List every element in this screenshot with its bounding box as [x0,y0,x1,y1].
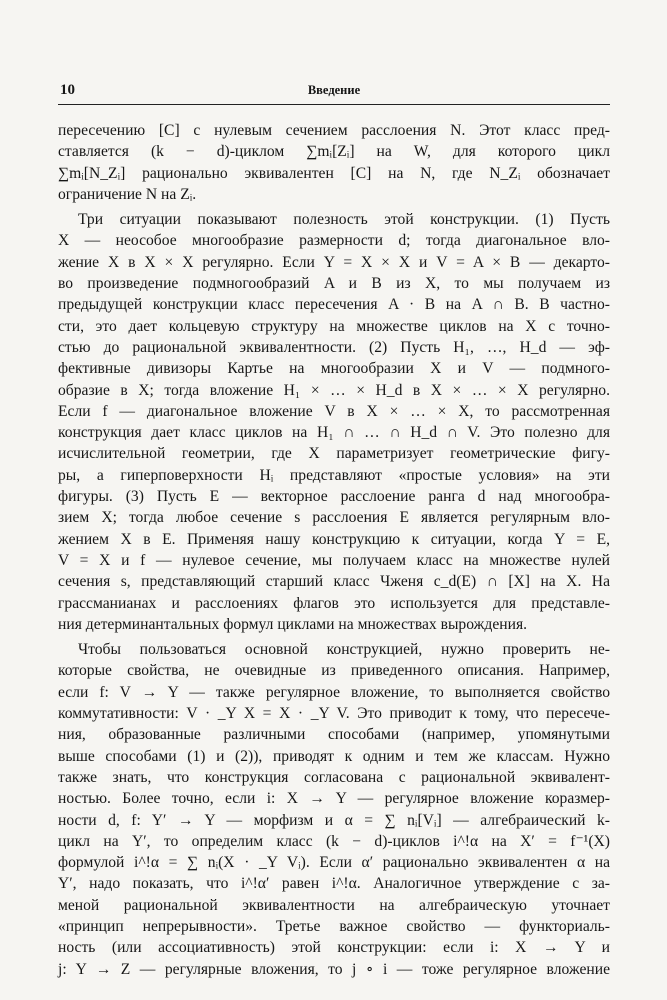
paragraph-3 [58,639,610,980]
text-line: Чтобы пользоваться основной конструкцией, нужно проверить не- [78,641,610,659]
text-line: сечения s, представляющий старший класс Чженя c_d(E) ∩ [X] на X. На [58,573,610,591]
text-line: стью до рациональной эквивалентности. (2) Пусть H₁, …, H_d — эф- [58,338,610,356]
text-line: X — неособое многообразие размерности d; тогда диагональное вло- [58,232,610,250]
text-line: образие в X; тогда вложение H₁ × … × H_d в X × … × X регулярно. [58,381,610,399]
text-line: ностью. Более точно, если i: X → Y — регулярное вложение коразмер- [58,790,610,808]
text-line: ность (или ассоциативность) этой конструкции: если i: X → Y и [58,939,610,957]
text-line: ности d, f: Y′ → Y — морфизм и α = ∑ nᵢ[Vᵢ] — алгебраический k- [58,811,610,829]
text-line: исчислительной геометрии, где X параметризует геометрические фигу- [58,445,610,463]
text-line: зием X; тогда любое сечение s расслоения E является регулярным вло- [58,509,610,527]
text-line: если f: V → Y — также регулярное вложение, то выполняется свойство [58,683,610,701]
text-line: «принцип непрерывности». Третье важное свойство — функториаль- [58,917,610,935]
paragraph-1 [58,120,610,205]
text-line: фигуры. (3) Пусть E — векторное расслоение ранга d над многообра- [58,488,610,506]
text-line: цикл на Y′, то определим класс (k − d)-циклов i^!α на X′ = f⁻¹(X) [58,832,610,850]
page-body [58,120,610,984]
text-line: ставляется (k − d)-циклом ∑mᵢ[Zᵢ] на W, для которого цикл [58,143,610,161]
text-line: фективные дивизоры Картье на многообразии X и V — подмного- [58,360,610,378]
text-line: выше способами (1) и (2)), приводят к одним и тем же классам. Нужно [58,747,610,765]
text-line: ограничение N на Zᵢ. [58,185,197,203]
text-line: V = X и f — нулевое сечение, мы получаем класс на множестве нулей [58,551,610,569]
text-line: формулой i^!α = ∑ nᵢ(X · _Y Vᵢ). Если α′ рационально эквивалентен α на [58,854,610,872]
text-line: которые свойства, не очевидные из приведенного описания. Например, [58,662,610,680]
text-line: ния детерминантальных формул циклами на множествах вырождения. [58,615,528,633]
text-line: также знать, что конструкция согласована с рациональной эквивалент- [58,768,610,786]
text-line: Если f — диагональное вложение V в X × … × X, то рассмотренная [58,402,610,420]
text-line: грассманианах и расслоениях флагов это используется для представле- [58,594,610,612]
text-line: сти, это дает кольцевую структуру на множестве циклов на X с точно- [58,317,610,335]
page-number: 10 [60,82,75,98]
running-title: Введение [307,83,361,97]
text-line: жение X в X × X регулярно. Если Y = X × X и V = A × B — декарто- [58,253,610,271]
text-line: Три ситуации показывают полезность этой конструкции. (1) Пусть [78,211,610,229]
text-line: Y′, надо показать, что i^!α′ равен i^!α. Аналогичное утверждение с за- [58,875,610,893]
text-line: ∑mᵢ[N_Zᵢ] рационально эквивалентен [C] на N, где N_Zᵢ обозначает [58,164,610,182]
text-line: ния, образованные различными способами (например, упомянутыми [58,726,610,744]
text-line: конструкция дает класс циклов на H₁ ∩ … ∩ H_d ∩ V. Это полезно для [58,424,610,442]
text-line: пересечению [C] с нулевым сечением расслоения N. Этот класс пред- [58,122,610,139]
text-line: коммутативности: V · _Y X = X · _Y V. Это приводит к тому, что пересече- [58,705,610,723]
paragraph-2 [58,209,610,635]
text-line: меной рациональной эквивалентности на алгебраическую уточнает [58,896,610,914]
text-line: во произведение подмногообразий A и B из X, то мы получаем из [58,275,610,293]
text-line: j: Y → Z — регулярные вложения, то j ∘ i — тоже регулярное вложение [58,960,610,978]
text-line: предыдущей конструкции класс пересечения A · B на A ∩ B. В частно- [58,296,610,314]
text-line: жением X в E. Применяя нашу конструкцию к ситуации, когда Y = E, [58,530,610,548]
page-header [58,82,610,105]
text-line: ры, а гиперповерхности Hᵢ представляют «простые условия» на эти [58,466,610,484]
